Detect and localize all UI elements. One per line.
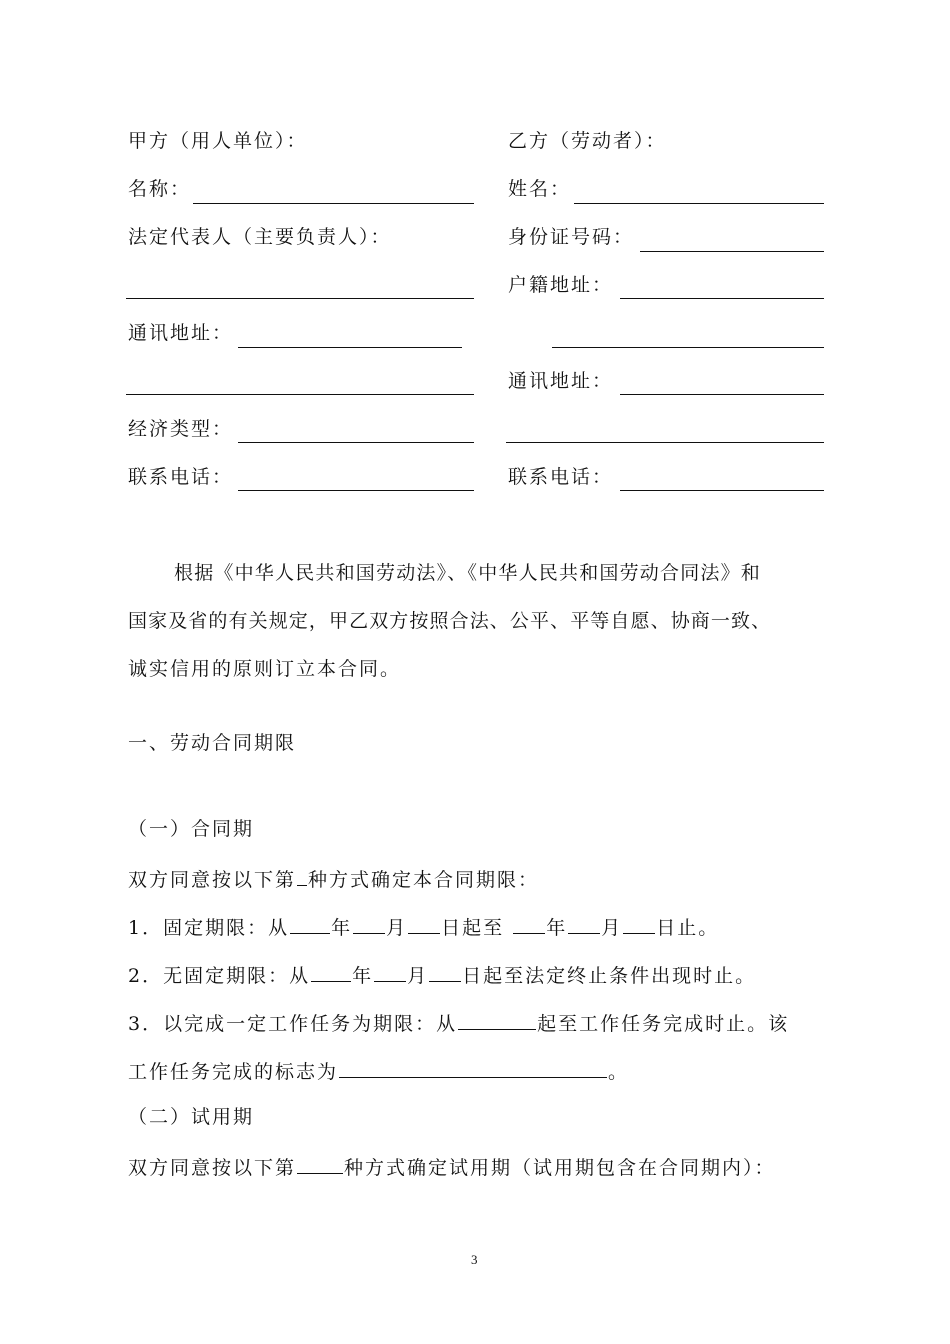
- party-a-name-label: 名称：: [128, 178, 192, 200]
- start-day-field[interactable]: [408, 913, 440, 934]
- subsection-2-title: （二）试用期: [128, 1106, 255, 1128]
- party-b-address-field-2[interactable]: [506, 442, 824, 443]
- party-b-heading: 乙方（劳动者）：: [508, 130, 667, 152]
- item-1-fixed-term: 1．固定期限：从 年 月 日起至 年 月 日止。: [128, 913, 719, 940]
- party-a-heading: 甲方（用人单位）：: [128, 130, 308, 152]
- end-year-field[interactable]: [513, 913, 545, 934]
- party-b-phone-label: 联系电话：: [508, 466, 614, 488]
- item-2-open-term: 2．无固定期限：从 年 月 日起至法定终止条件出现时止。: [128, 961, 756, 988]
- subsection-1-intro: 双方同意按以下第 种方式确定本合同期限：: [128, 865, 539, 892]
- party-b-household-field[interactable]: [620, 298, 824, 299]
- end-day-field[interactable]: [623, 913, 655, 934]
- task-start-field[interactable]: [458, 1009, 536, 1030]
- item-3-task-marker: 工作任务完成的标志为 。: [128, 1057, 629, 1084]
- end-month-field[interactable]: [568, 913, 600, 934]
- party-b-name-field[interactable]: [574, 203, 824, 204]
- party-a-phone-field[interactable]: [238, 490, 474, 491]
- start-year-field[interactable]: [290, 913, 330, 934]
- party-a-address-field[interactable]: [238, 347, 462, 348]
- probation-choice-field[interactable]: [297, 1153, 343, 1174]
- party-a-address-label: 通讯地址：: [128, 322, 234, 344]
- preamble-line-1: 根据《中华人民共和国劳动法》、《中华人民共和国劳动合同法》和: [174, 562, 762, 584]
- party-a-rep-label: 法定代表人（主要负责人）：: [128, 226, 392, 248]
- party-a-econ-type-field[interactable]: [238, 442, 474, 443]
- party-a-econ-type-label: 经济类型：: [128, 418, 234, 440]
- party-b-id-field[interactable]: [640, 251, 824, 252]
- party-b-id-label: 身份证号码：: [508, 226, 635, 248]
- party-b-household-field-2[interactable]: [552, 347, 824, 348]
- party-b-household-label: 户籍地址：: [508, 274, 614, 296]
- section-1-title: 一、劳动合同期限: [128, 732, 297, 754]
- start-month-field[interactable]: [353, 913, 385, 934]
- open-day-field[interactable]: [429, 961, 461, 982]
- party-b-address-field[interactable]: [620, 394, 824, 395]
- party-a-rep-field[interactable]: [126, 298, 474, 299]
- party-b-phone-field[interactable]: [620, 490, 824, 491]
- task-completion-marker-field[interactable]: [339, 1057, 607, 1078]
- party-a-address-field-2[interactable]: [126, 394, 474, 395]
- party-a-name-field[interactable]: [193, 203, 474, 204]
- open-year-field[interactable]: [311, 961, 351, 982]
- preamble-line-3: 诚实信用的原则订立本合同。: [128, 658, 402, 680]
- party-a-phone-label: 联系电话：: [128, 466, 234, 488]
- party-b-address-label: 通讯地址：: [508, 370, 614, 392]
- subsection-2-intro: 双方同意按以下第 种方式确定试用期（试用期包含在合同期内）：: [128, 1153, 776, 1180]
- open-month-field[interactable]: [374, 961, 406, 982]
- item-3-task-term: 3．以完成一定工作任务为期限：从 起至工作任务完成时止。该: [128, 1009, 789, 1036]
- subsection-1-title: （一）合同期: [128, 818, 255, 840]
- method-choice-field[interactable]: [297, 865, 307, 886]
- page-number: 3: [471, 1252, 478, 1267]
- party-b-name-label: 姓名：: [508, 178, 572, 200]
- preamble-line-2: 国家及省的有关规定，甲乙双方按照合法、公平、平等自愿、协商一致、: [128, 610, 772, 632]
